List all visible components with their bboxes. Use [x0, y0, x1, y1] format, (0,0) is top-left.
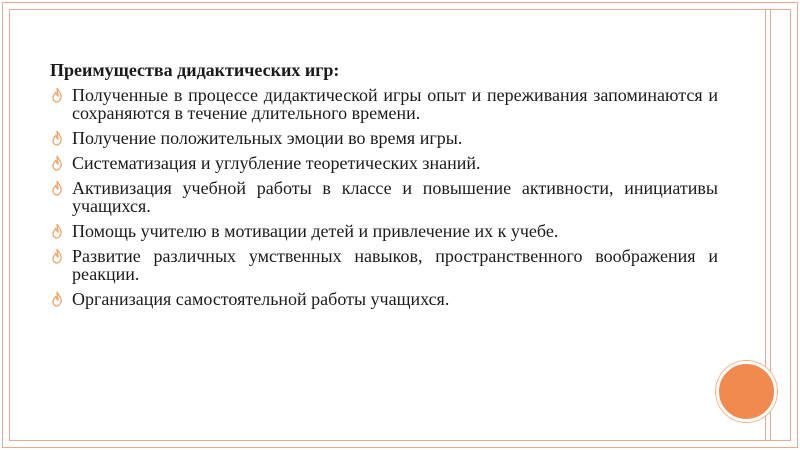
slide-heading: Преимущества дидактических игр:	[50, 60, 340, 80]
list-item	[50, 290, 718, 308]
list-item	[50, 222, 718, 240]
list-item-text: Полученные в процессе дидактической игры опыт и переживания запоминаются и сохраняются в течение длительного времени.	[72, 85, 718, 123]
list-item	[50, 247, 718, 283]
advantages-list	[50, 86, 718, 308]
list-item	[50, 86, 718, 122]
list-item	[50, 179, 718, 215]
list-item-text: Получение положительных эмоции во время игры.	[72, 128, 463, 148]
flame-bullet-icon	[50, 130, 64, 146]
list-item-text: Помощь учителю в мотивации детей и привлечение их к учебе.	[72, 221, 559, 241]
list-item	[50, 154, 718, 172]
decorative-orange-circle	[716, 361, 777, 422]
flame-bullet-icon	[50, 223, 64, 239]
flame-bullet-icon	[50, 180, 64, 196]
list-item-text: Активизация учебной работы в классе и повышение активности, инициативы учащихся.	[72, 178, 718, 216]
flame-bullet-icon	[50, 248, 64, 264]
list-item-text: Развитие различных умственных навыков, пространственного воображения и реакции.	[72, 246, 718, 284]
slide-content	[50, 60, 718, 315]
list-item-text: Организация самостоятельной работы учащихся.	[72, 289, 450, 309]
list-item	[50, 129, 718, 147]
flame-bullet-icon	[50, 87, 64, 103]
list-item-text: Систематизация и углубление теоретических знаний.	[72, 153, 481, 173]
flame-bullet-icon	[50, 155, 64, 171]
flame-bullet-icon	[50, 291, 64, 307]
